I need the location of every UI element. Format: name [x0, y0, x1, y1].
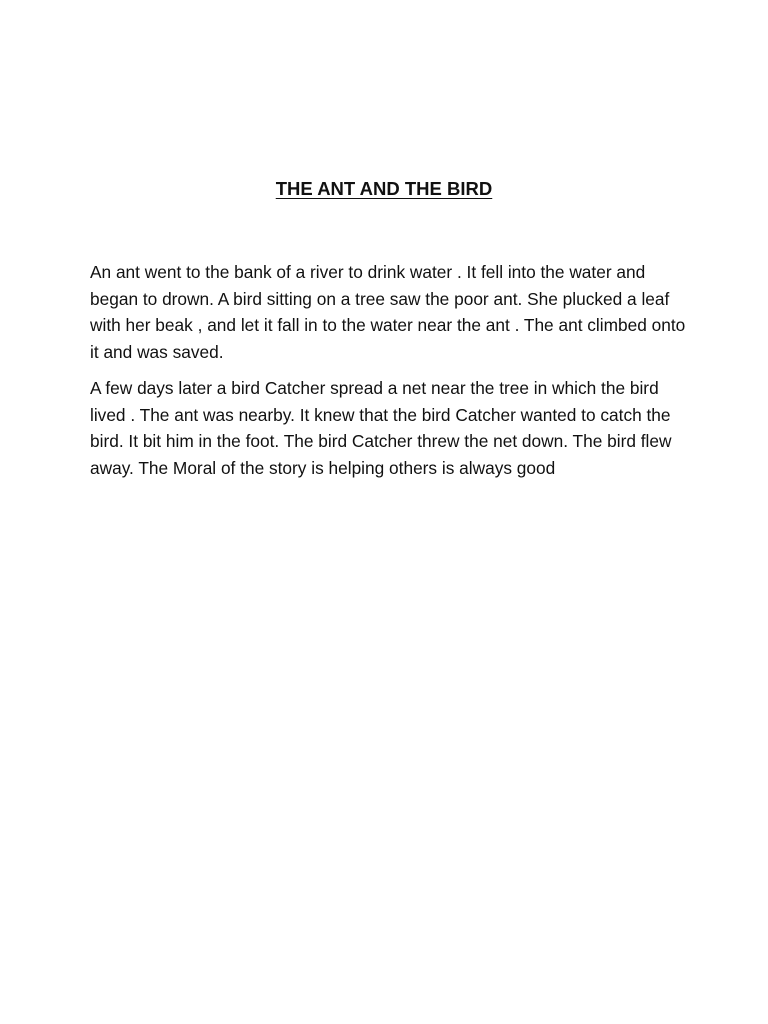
paragraph-1: An ant went to the bank of a river to drink water . It fell into the water and began to drown. A bird sitting on a tree saw the poor ant. She plucked a leaf with her beak , and let it fall in to the water near the ant . The ant climbed onto it and was saved. — [90, 262, 686, 362]
document-title: THE ANT AND THE BIRD — [275, 178, 493, 199]
paragraph-2: A few days later a bird Catcher spread a net near the tree in which the bird lived . The ant was nearby. It knew that the bird Catcher wanted to catch the bird. It bit him in the foot. The bird Catcher threw the net down. The bird flew away. The Moral of the story is helping others is always good — [90, 378, 672, 478]
document-body — [90, 259, 690, 491]
